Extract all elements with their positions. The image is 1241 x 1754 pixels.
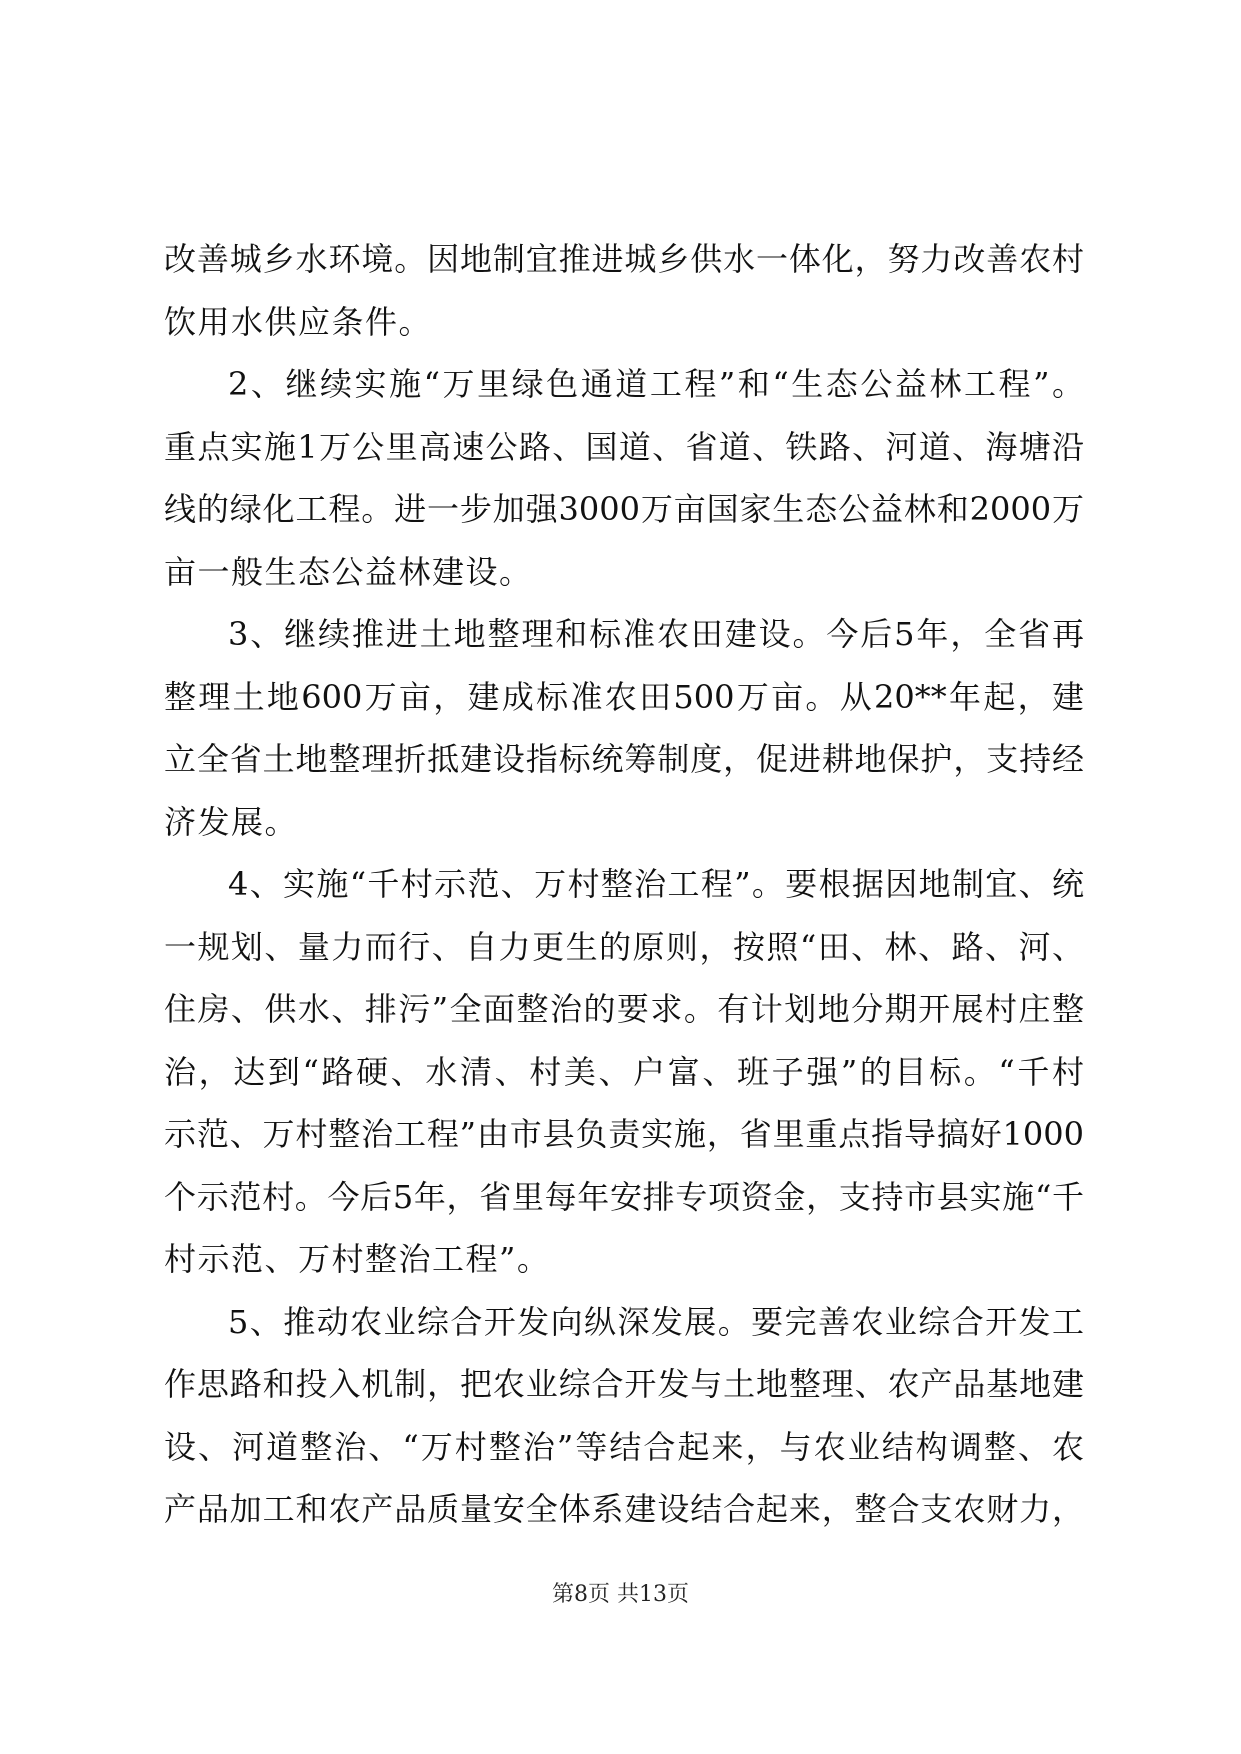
text-line: 亩一般生态公益林建设。 (164, 552, 533, 591)
text-line: 住房、供水、排污”全面整治的要求。有计划地分期开展村庄整 (164, 990, 1084, 1028)
paragraph-green-channel (164, 353, 1084, 603)
text-line: 村示范、万村整治工程”。 (164, 1240, 551, 1278)
text-line: 5、推动农业综合开发向纵深发展。要完善农业综合开发工 (228, 1302, 1084, 1341)
text-line: 治，达到“路硬、水清、村美、户富、班子强”的目标。“千村 (164, 1052, 1084, 1091)
text-line: 整理土地600万亩，建成标准农田500万亩。从20**年起，建 (164, 677, 1084, 716)
text-line: 重点实施1万公里高速公路、国道、省道、铁路、河道、海塘沿 (164, 427, 1084, 466)
paragraph-water (164, 228, 1084, 353)
text-line: 饮用水供应条件。 (164, 302, 433, 341)
text-line: 作思路和投入机制，把农业综合开发与土地整理、农产品基地建 (164, 1365, 1084, 1403)
text-line: 示范、万村整治工程”由市县负责实施，省里重点指导搞好1000 (164, 1115, 1084, 1153)
text-line: 线的绿化工程。进一步加强3000万亩国家生态公益林和2000万 (164, 490, 1084, 528)
paragraph-village-program (164, 853, 1084, 1291)
text-line: 一规划、量力而行、自力更生的原则，按照“田、林、路、河、 (164, 927, 1084, 966)
paragraph-land-consolidation (164, 603, 1084, 853)
paragraph-agri-development (164, 1291, 1084, 1541)
text-line: 济发展。 (164, 802, 299, 841)
text-line: 3、继续推进土地整理和标准农田建设。今后5年，全省再 (228, 615, 1084, 653)
text-line: 设、河道整治、“万村整治”等结合起来，与农业结构调整、农 (164, 1427, 1084, 1466)
text-line: 4、实施“千村示范、万村整治工程”。要根据因地制宜、统 (228, 865, 1084, 903)
text-line: 立全省土地整理折抵建设指标统筹制度，促进耕地保护，支持经 (164, 740, 1084, 778)
text-line: 产品加工和农产品质量安全体系建设结合起来，整合支农财力， (164, 1490, 1084, 1528)
text-line: 个示范村。今后5年，省里每年安排专项资金，支持市县实施“千 (164, 1177, 1084, 1216)
text-line: 2、继续实施“万里绿色通道工程”和“生态公益林工程”。 (228, 365, 1084, 403)
page-number-footer: 第8页 共13页 (552, 1582, 689, 1607)
document-body (164, 228, 1084, 1541)
text-line: 改善城乡水环境。因地制宜推进城乡供水一体化，努力改善农村 (164, 240, 1084, 278)
